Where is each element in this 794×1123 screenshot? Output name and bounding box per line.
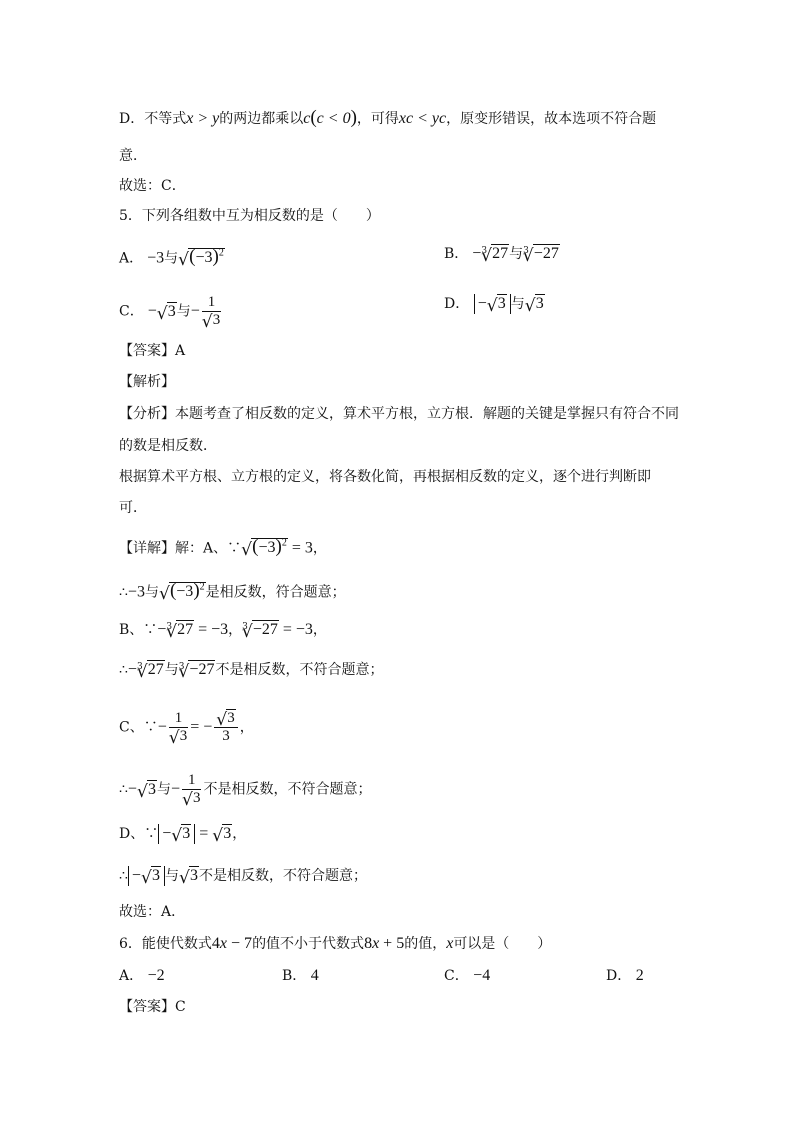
text: 本题考查了相反数的定义，算术平方根，立方根．解题的关键是掌握只有符合不同	[175, 406, 679, 422]
sqrt-expr: √ $(-3)^2$	[179, 244, 225, 268]
math-xc-lt-yc: xc < yc	[398, 110, 447, 127]
text: 与	[144, 584, 159, 601]
xiangjie-a-concl: ∴−3与√ $(-3)^2$是相反数，符合题意；	[119, 578, 346, 602]
label: C．	[119, 303, 144, 320]
fenxi-line3: 根据算术平方根、立方根的定义，将各数化简，再根据相反数的定义，逐个进行判断即	[119, 469, 651, 485]
q5-option-b: B． −$^3$√ 27与$^3$√ −27	[444, 244, 560, 264]
q5-stem: 5．下列各组数中互为相反数的是（ ）	[119, 208, 380, 224]
xiangjie-b: B、∵−$^3$√ 27 = −3，$^3$√ −27 = −3，	[119, 620, 327, 640]
q5-option-c: C． −√ 3与− 1 √ 3	[119, 294, 223, 329]
q6-option-d: D． 2	[606, 967, 644, 984]
cbrt-expr: √ 27	[167, 620, 194, 640]
sqrt-expr: √ 3	[526, 294, 545, 314]
abs-expr: −√ 3	[158, 824, 195, 844]
cbrt-expr: √ 27	[482, 244, 509, 264]
q5-option-d	[444, 294, 545, 314]
sqrt-expr: √ $(-3)^2$	[160, 578, 206, 602]
xiangjie-a: 【详解】解：A、∵√ $(-3)^2 = 3$，	[119, 534, 327, 558]
sqrt-expr: √ 3	[180, 866, 199, 886]
text: 解：A、∵	[175, 540, 242, 557]
text: 与	[509, 246, 524, 262]
q5-option-a	[119, 244, 225, 268]
text: ∴	[119, 662, 128, 678]
text: 不是相反数，不符合题意；	[198, 868, 367, 884]
math-x: x	[446, 935, 454, 952]
text: ∴	[119, 868, 128, 884]
fraction: 1 √ 3	[169, 710, 189, 745]
math: −3	[143, 249, 165, 267]
fraction: √ $\frac{3}{3}$	[214, 710, 238, 745]
math: 8x + 5	[364, 935, 405, 952]
jiexi-heading: 【解析】	[119, 374, 175, 390]
label: D．	[444, 296, 470, 312]
abs-expr: −√ 3	[128, 866, 165, 886]
fraction: 1 √ 3	[202, 294, 222, 329]
cbrt-expr: √ −27	[243, 620, 279, 640]
xiangjie-d: D、∵ −√ 3 = √ 3，	[119, 824, 246, 844]
sqrt-expr: √ 3	[213, 824, 232, 844]
text: 与	[164, 868, 179, 884]
text: 不是相反数，不符合题意；	[215, 662, 384, 678]
math: 4x − 7	[211, 935, 253, 952]
text: 的值，	[404, 936, 447, 952]
tag: 【分析】	[119, 406, 175, 422]
text: ，可得	[356, 111, 399, 127]
q6-stem	[119, 934, 551, 954]
q6-option-a: A． −2	[119, 967, 165, 984]
fenxi-line2: 的数是相反数．	[119, 438, 217, 454]
fenxi-line1	[119, 404, 679, 424]
text: C、∵	[119, 719, 158, 736]
text: ∴	[119, 584, 128, 601]
text: 不是相反数，不符合题意；	[203, 781, 372, 798]
choose-c: 故选：C．	[119, 178, 186, 194]
tag: 【详解】	[119, 540, 175, 557]
fenxi-line4: 可．	[119, 500, 147, 516]
text: 可以是（ ）	[453, 936, 552, 952]
math: −	[143, 302, 157, 320]
text: 与	[164, 250, 179, 267]
text: D．不等式	[119, 111, 187, 127]
label: B．	[444, 246, 469, 262]
text: 与	[176, 303, 191, 320]
choose-a: 故选：A．	[119, 904, 186, 920]
cbrt-expr: √ 27	[138, 660, 165, 680]
cbrt-expr: √ −27	[524, 244, 560, 264]
text: ∴	[119, 781, 128, 798]
fraction: 1 √ 3	[182, 772, 202, 807]
text: D、∵	[119, 826, 159, 842]
text: 与	[510, 296, 525, 312]
option-d-cont: 意．	[119, 148, 147, 164]
text: 是相反数，符合题意；	[205, 584, 346, 601]
label: A．	[119, 250, 144, 267]
xiangjie-d-concl	[119, 866, 367, 886]
option-d-line	[119, 108, 656, 129]
sqrt-expr: √ 3	[138, 780, 157, 800]
answer-c: 【答案】C	[119, 999, 186, 1015]
text: ，原变形错误，故本选项不符合题	[446, 111, 657, 127]
text: B、∵	[119, 622, 158, 638]
q6-option-b: B． 4	[282, 967, 319, 984]
sqrt-expr: √ 3	[158, 302, 177, 322]
q6-option-c: C． −4	[444, 967, 491, 984]
math-x-gt-y: x > y	[186, 110, 220, 127]
math: −	[468, 245, 482, 262]
xiangjie-c: C、∵− 1 √ 3 = − √ $\frac{3}{3}$ ，	[119, 710, 254, 745]
text: 与	[164, 662, 179, 678]
cbrt-expr: √ −27	[179, 660, 215, 680]
text: 的两边都乘以	[219, 111, 304, 127]
text: 与	[156, 781, 171, 798]
abs-expr: −√ 3	[474, 294, 511, 314]
xiangjie-b-concl: ∴−$^3$√ 27与$^3$√ −27不是相反数，不符合题意；	[119, 660, 383, 680]
math-c-lt-0: c(c < 0)	[303, 107, 357, 128]
math: = 3	[287, 539, 313, 557]
xiangjie-c-concl: ∴−√ 3与− 1 √ 3 不是相反数，不符合题意；	[119, 772, 371, 807]
answer-a: 【答案】A	[119, 343, 186, 359]
sqrt-expr: √ $(-3)^2$	[242, 534, 288, 558]
text: 的值不小于代数式	[252, 936, 365, 952]
text: 6．能使代数式	[119, 936, 212, 952]
